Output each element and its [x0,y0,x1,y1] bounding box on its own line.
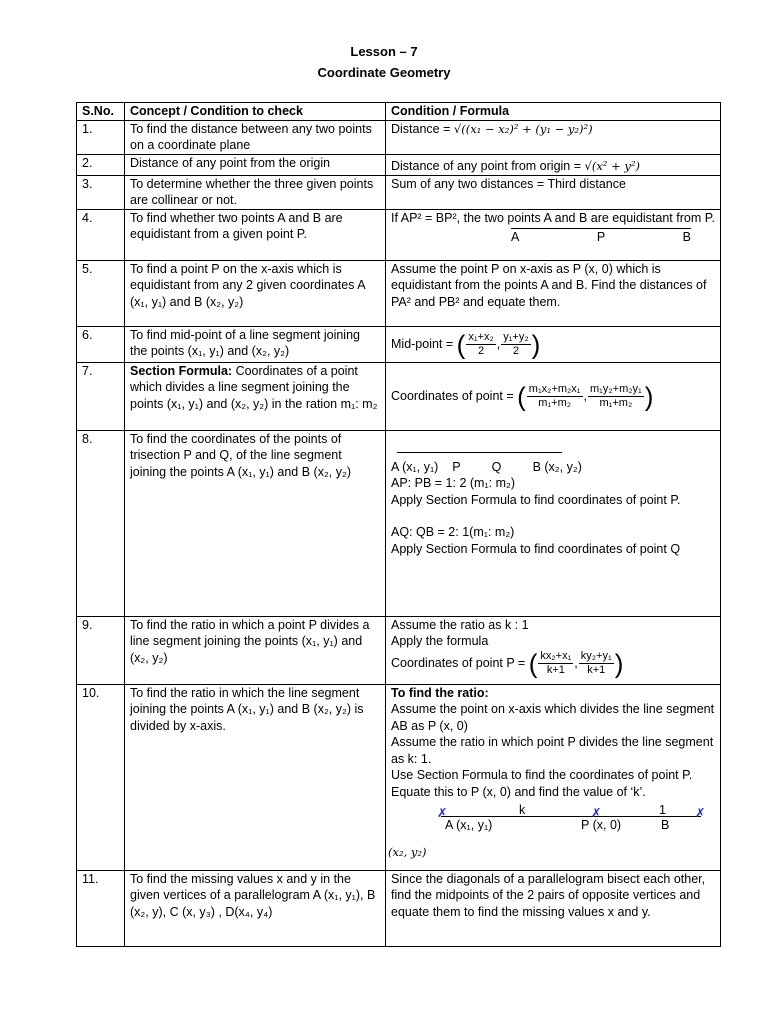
use-section-text: Use Section Formula to find the coordinates of point P. Equate this to P (x, 0) and find the value of ‘k’. [391,768,693,799]
label-b-coords: (x₂, y₂) [388,845,427,859]
assume-point-text: Assume the point on x-axis which divides the line segment AB as P (x, 0) [391,702,715,733]
table-row [77,209,721,260]
row-formula: Mid-point = ( $\frac{\text{x₁+x₂}}{2}$ , $\frac{\text{y₁+y₂}}{2}$ ) [386,326,721,362]
table-header-row [77,103,721,121]
header-concept: Concept / Condition to check [125,103,386,121]
label-b: B [682,230,691,244]
apply-text-p: Apply Section Formula to find coordinates of point P. [391,492,681,507]
table-row [77,326,721,362]
formula-table [76,102,721,947]
formula-label: Distance of any point from origin = [391,159,585,173]
row-sno: 1. [77,120,125,154]
row-formula: Since the diagonals of a parallelogram bisect each other, find the midpoints of the 2 pairs of opposite vertices and equate them to find the missing values x and y. [386,870,721,946]
row-sno: 4. [77,209,125,260]
table-row [77,870,721,946]
x-axis-diagram [391,802,715,844]
y-fraction: $\frac{\text{y₁+y₂}}{2}$ [503,330,529,357]
formula-label: Coordinates of point = [391,388,518,403]
assume-ratio-text: Assume the ratio as k : 1 [391,617,529,632]
cross-mark-a: ✗ [437,806,448,820]
apply-text-q: Apply Section Formula to find coordinates of point Q [391,541,681,556]
row-formula [386,430,721,616]
row-concept: To find a point P on the x-axis which is equidistant from any 2 given coordinates A (x₁, y₁) and B (x₂, y₂) [125,260,386,326]
row-sno: 8. [77,430,125,616]
label-a-coords: A (x₁, y₁) [445,818,493,832]
table-row [77,430,721,616]
row-sno: 7. [77,362,125,430]
row-formula [386,120,721,154]
row-concept: To find whether two points A and B are equidistant from a given point P. [125,209,386,260]
ratio-formula: Coordinates of point P = ( $\frac{\text{kx₂+x₁}}{k+1}$ , $\frac{\text{ky₂+y₁}}{k+1}$ ) [391,648,624,678]
row-concept: To find the coordinates of the points of trisection P and Q, of the line segment joining the points A (x₁, y₁) and B (x₂, y₂) [125,430,386,616]
row-concept: To find the missing values x and y in the given vertices of a parallelogram A (x₁, y₁), B (x₂, y), C (x, y₃) , D(x₄, y₄) [125,870,386,946]
distance-formula: √((x₁ − x₂)² + (y₁ − y₂)²) [453,121,593,136]
table-row [77,616,721,684]
row-concept: Distance of any point from the origin [125,154,386,175]
section-formula-label: Section Formula: [130,363,233,378]
row-sno: 10. [77,684,125,870]
table-row [77,120,721,154]
row-sno: 11. [77,870,125,946]
row-formula [386,154,721,175]
label-b: B [661,818,670,832]
row-sno: 9. [77,616,125,684]
header-formula: Condition / Formula [386,103,721,121]
table-row [77,260,721,326]
apply-formula-text: Apply the formula [391,634,489,648]
cross-mark-p: ✗ [591,806,602,820]
label-p: P [596,230,606,244]
formula-label: Distance = [391,121,454,136]
lesson-title: Lesson – 7 [350,44,418,59]
table-row [77,684,721,870]
trisection-labels: A (x₁, y₁) P Q B (x₂, y₂) [391,459,582,474]
row-formula: Sum of any two distances = Third distance [386,175,721,209]
x-fraction: $\frac{\text{m₁x₂+m₂x₁}}{\text{m₁+m₂}}$ [528,382,581,409]
table-row [77,154,721,175]
row-formula [386,616,721,684]
origin-distance-formula: √(x² + y²) [584,159,640,173]
row-formula: Coordinates of point = ( $\frac{\text{m₁x₂+m₂x₁}}{\text{m₁+m₂}}$ , $\frac{\text{m₁y₂+m₂y₁}}{\text{m₁+m₂}}$ ) [386,362,721,430]
x-fraction: $\frac{\text{x₁+x₂}}{2}$ [468,330,494,357]
row-formula [386,209,721,260]
ratio-ap-pb: AP: PB = 1: 2 (m₁: m₂) [391,476,516,490]
row-sno: 2. [77,154,125,175]
topic-title: Coordinate Geometry [317,65,451,80]
row-sno: 3. [77,175,125,209]
row-concept: To find the distance between any two points on a coordinate plane [125,120,386,154]
label-one: 1 [659,803,666,817]
find-ratio-heading: To find the ratio: [391,685,489,700]
formula-label: Mid-point = [391,336,457,351]
equidistant-text: If AP² = BP², the two points A and B are equidistant from P. [391,210,715,225]
row-formula [386,684,721,870]
row-concept: Section Formula: Coordinates of a point which divides a line segment joining the points (x₁, y₁) and (x₂, y₂) in the ration m₁: m₂ [125,362,386,430]
assume-ratio-text: Assume the ratio in which point P divides the line segment as k: 1. [391,735,714,766]
row-concept: To find the ratio in which the line segment joining the points A (x₁, y₁) and B (x₂, y₂) is divided by x-axis. [125,684,386,870]
row-concept: To determine whether the three given points are collinear or not. [125,175,386,209]
y-fraction: $\frac{\text{ky₂+y₁}}{k+1}$ [580,649,612,676]
label-k: k [519,803,526,817]
row-sno: 6. [77,326,125,362]
row-formula: Assume the point P on x-axis as P (x, 0) which is equidistant from the points A and B. Find the distances of PA² and PB² and equate them. [386,260,721,326]
header-sno: S.No. [77,103,125,121]
label-a: A [511,230,520,244]
trisection-line [397,452,562,453]
row-concept: To find mid-point of a line segment joining the points (x₁, y₁) and (x₂, y₂) [125,326,386,362]
apb-line-diagram [511,228,691,246]
label-p-coords: P (x, 0) [581,818,622,832]
row-sno: 5. [77,260,125,326]
ratio-aq-qb: AQ: QB = 2: 1(m₁: m₂) [391,525,515,539]
table-row [77,175,721,209]
x-fraction: $\frac{\text{kx₂+x₁}}{k+1}$ [540,649,572,676]
table-row [77,362,721,430]
y-fraction: $\frac{\text{m₁y₂+m₂y₁}}{\text{m₁+m₂}}$ [590,382,642,409]
row-concept: To find the ratio in which a point P divides a line segment joining the points (x₁, y₁) and (x₂, y₂) [125,616,386,684]
cross-mark-b: ✗ [695,806,706,820]
